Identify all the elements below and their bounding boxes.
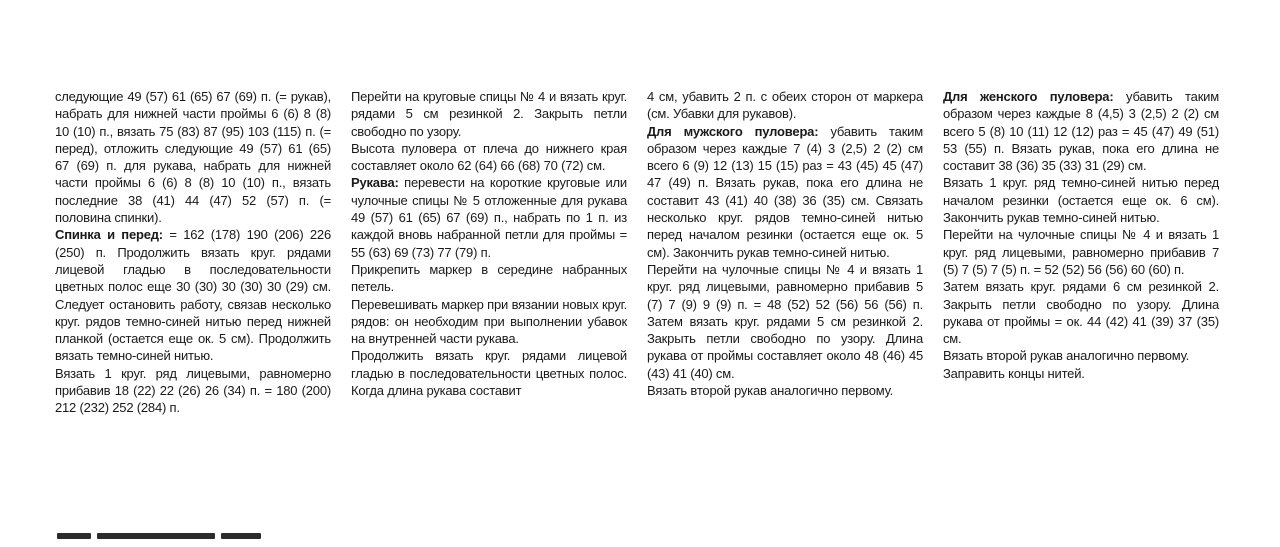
text-column-2	[351, 88, 627, 399]
section-heading: Для женского пуловера:	[943, 89, 1114, 104]
paragraph	[351, 347, 627, 399]
paragraph-text: 4 см, убавить 2 п. с обеих сторон от маркера (см. Убавки для рукавов).	[647, 89, 923, 122]
paragraph	[55, 88, 331, 226]
text-column-1	[55, 88, 331, 417]
paragraph-text: Вязать второй рукав аналогично первому.	[943, 348, 1190, 364]
text-column-3	[647, 88, 923, 399]
paragraph	[351, 261, 627, 296]
paragraph	[351, 174, 627, 260]
paragraph	[647, 261, 923, 382]
paragraph-text: Высота пуловера от плеча до нижнего края составляет около 62 (64) 66 (68) 70 (72) см.	[351, 140, 627, 174]
paragraph	[943, 347, 1219, 364]
paragraph	[351, 296, 627, 348]
paragraph	[351, 88, 627, 140]
paragraph	[647, 88, 923, 123]
paragraph-text: Вязать второй рукав аналогично первому.	[647, 383, 894, 399]
paragraph-text: Перевешивать маркер при вязании новых круг. рядов: он необходим при выполнении убавок на внутренней части рукава.	[351, 296, 627, 347]
paragraph-text: Вязать 1 круг. ряд лицевыми, равномерно прибавив 18 (22) 22 (26) 26 (34) п. = 180 (200) 212 (232) 252 (284) п.	[55, 365, 331, 416]
paragraph-text: перевести на короткие круговые или чулочные спицы № 5 отложенные для рукава 49 (57) 61 (65) 67 (69) п., набрать по 1 п. из каждой вновь набранной петли для проймы = 55 (63) 69 (73) 77 (79) п.	[351, 175, 627, 260]
paragraph-text: убавить таким образом через каждые 8 (4,5) 3 (2,5) 2 (2) см всего 5 (8) 10 (11) 12 (12) раз = 45 (47) 49 (51) 53 (55) п. Вязать рукав, пока его длина не составит 38 (36) 35 (33) 31 (29) см.	[943, 89, 1219, 174]
paragraph	[55, 365, 331, 417]
paragraph	[943, 226, 1219, 278]
section-heading: Для мужского пуловера:	[647, 123, 819, 139]
paragraph	[943, 365, 1219, 382]
section-heading: Рукава:	[351, 175, 399, 191]
paragraph-text: Перейти на круговые спицы № 4 и вязать круг. рядами 5 см резинкой 2. Закрыть петли свободно по узору.	[351, 89, 627, 139]
paragraph	[943, 278, 1219, 347]
text-column-4	[943, 88, 1219, 382]
paragraph	[647, 382, 923, 399]
paragraph-text: = 162 (178) 190 (206) 226 (250) п. Продолжить вязать круг. рядами лицевой гладью в последовательности цветных полос еще 30 (30) 30 (30) 30 (29) см. Следует остановить работу, связав несколько круг. рядов темно-синей нитью перед нижней планкой (остается еще ок. 5 см). Продолжить вязать темно-синей нитью.	[55, 227, 331, 364]
paragraph	[943, 174, 1219, 226]
paragraph-text: Продолжить вязать круг. рядами лицевой гладью в последовательности цветных полос. Когда длина рукава составит	[351, 348, 627, 399]
paragraph-text: Вязать 1 круг. ряд темно-синей нитью перед началом резинки (остается еще ок. 6 см). Закончить рукав темно-синей нитью.	[943, 175, 1219, 226]
paragraph-text: следующие 49 (57) 61 (65) 67 (69) п. (= рукав), набрать для нижней части проймы 6 (6) 8 (8) 10 (10) п., вязать 75 (83) 87 (95) 103 (115) п. (= перед), отложить следующие 49 (57) 61 (65) 67 (69) п. для рукава, набрать для нижней части проймы 6 (6) 8 (8) 10 (10) п., вязать последние 38 (41) 44 (47) 52 (57) п. (= половина спинки).	[55, 89, 331, 226]
paragraph	[351, 140, 627, 175]
section-heading: Спинка и перед:	[55, 227, 163, 243]
paragraph	[943, 88, 1219, 174]
paragraph-text: убавить таким образом через каждые 7 (4) 3 (2,5) 2 (2) см всего 6 (9) 12 (13) 15 (15) раз = 43 (45) 45 (47) 47 (49) п. Вязать рукав, пока его длина не составит 43 (41) 40 (38) 36 (35) см. Связать несколько круг. рядов темно-синей нитью перед началом резинки (остается еще ок. 5 см). Закончить рукав темно-синей нитью.	[647, 123, 923, 260]
paragraph-text: Перейти на чулочные спицы № 4 и вязать 1 круг. ряд лицевыми, равномерно прибавив 5 (7) 7 (9) 9 (9) п. = 48 (52) 52 (56) 56 (56) п. Затем вязать круг. рядами 5 см резинкой 2. Закрыть петли свободно по узору. Длина рукава от проймы составляет около 48 (46) 45 (43) 41 (40) см.	[647, 261, 923, 381]
paragraph-text: Перейти на чулочные спицы № 4 и вязать 1 круг. ряд лицевыми, равномерно прибавив 7 (5) 7 (5) 7 (5) п. = 52 (52) 56 (56) 60 (60) п.	[943, 227, 1219, 277]
paragraph	[55, 226, 331, 364]
paragraph	[647, 123, 923, 261]
paragraph-text: Прикрепить маркер в середине набранных петель.	[351, 261, 627, 295]
paragraph-text: Заправить концы нитей.	[943, 365, 1085, 381]
cropped-heading-fragment	[57, 533, 317, 547]
paragraph-text: Затем вязать круг. рядами 6 см резинкой 2. Закрыть петли свободно по узору. Длина рукава от проймы = ок. 44 (42) 41 (39) 37 (35) см.	[943, 279, 1219, 347]
